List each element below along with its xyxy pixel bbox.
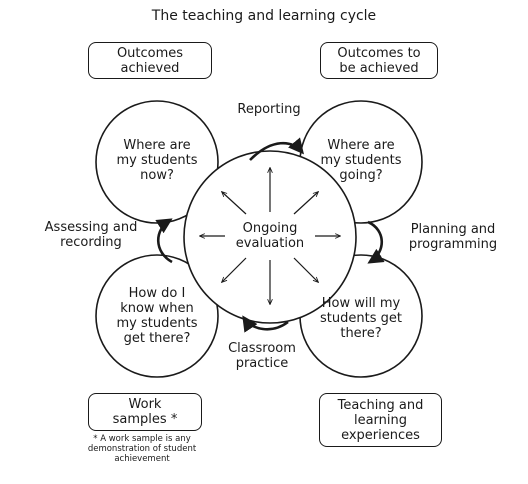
stage-planning-programming: Planning and programming (408, 222, 498, 252)
circle-bottom-left-text: How do I know when my students get there? (116, 286, 198, 346)
teaching-learning-experiences-box: Teaching and learning experiences (319, 393, 442, 447)
stage-assessing-recording: Assessing and recording (44, 220, 138, 250)
center-text: Ongoing evaluation (225, 221, 315, 251)
circle-top-left-text: Where are my students now? (116, 138, 198, 183)
outcomes-to-be-achieved-box: Outcomes to be achieved (320, 42, 438, 79)
diagram-title: The teaching and learning cycle (151, 8, 377, 24)
outcomes-achieved-box: Outcomes achieved (88, 42, 212, 79)
stage-reporting: Reporting (237, 102, 301, 117)
work-sample-footnote: * A work sample is any demonstration of student achievement (87, 434, 197, 464)
stage-classroom-practice: Classroom practice (228, 341, 296, 371)
circle-bottom-right-text: How will my students get there? (320, 296, 402, 341)
circle-top-right-text: Where are my students going? (320, 138, 402, 183)
work-samples-box: Work samples * (88, 393, 202, 431)
